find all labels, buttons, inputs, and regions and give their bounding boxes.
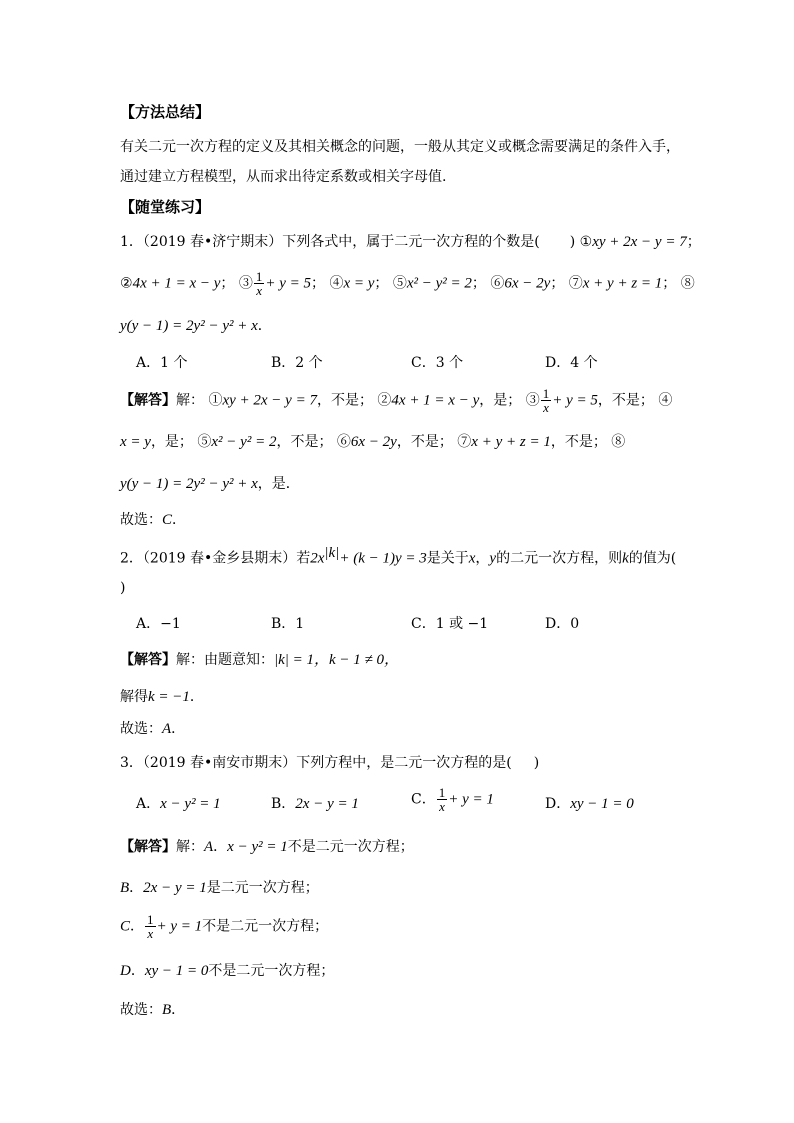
q1-line1 (120, 231, 701, 251)
q1-end: ． (257, 318, 272, 334)
q3-answer-d (120, 960, 334, 980)
q1-e7-mark: ⑦ (568, 275, 583, 292)
q3-c-rest: + y = 1 (156, 918, 203, 935)
q3-a-verdict: 不是二元一次方程； (287, 839, 414, 855)
q1-e2-mark: ② (120, 275, 133, 292)
q1-e3-mark: ③ (238, 275, 253, 292)
q2-comma: ， (475, 550, 490, 567)
q3-option-b (271, 793, 359, 813)
q1-e1-math: xy + 2x − y = 7 (592, 234, 687, 250)
q3-a-sep: ． (213, 839, 228, 855)
q1-a8-mark: ⑧ (611, 434, 626, 450)
q1-choose-period: ． (172, 512, 187, 528)
q2-option-d: D．0 (545, 616, 580, 632)
q3-option-a-label: A． (136, 796, 161, 812)
q1-a5-verdict: ，不是； (276, 434, 333, 450)
q1-a1-math: xy + 2x − y = 7 (222, 392, 317, 409)
q2-answer-text: 解：由题意知： (176, 652, 274, 668)
q3-option-b-math: 2x − y = 1 (295, 796, 359, 812)
q3-c-sep: ． (130, 918, 145, 935)
q2-var-k: k (622, 550, 629, 567)
q1-e6-mark: ⑥ (490, 275, 505, 292)
q1-a6-math: 6x − 2y (350, 434, 397, 450)
q2-solve-period: ． (189, 689, 204, 705)
q3-choose: 故选： (120, 1002, 162, 1018)
q2-eq-sup: |k| (324, 545, 340, 561)
q3-b-verdict: 是二元一次方程； (206, 880, 319, 896)
q2-choose-period: ． (171, 721, 186, 737)
q1-e3-num: 1 (255, 269, 263, 284)
q2-choose-value: A (162, 721, 172, 737)
q3-option-c-den: x (439, 799, 445, 814)
q1-answer-line2 (120, 431, 625, 451)
q1-a4-mark: ④ (658, 392, 673, 409)
q2-option-c: C．1 或 −1 (411, 616, 489, 632)
q2-condition: |k| = 1，k − 1 ≠ 0， (274, 652, 400, 668)
q3-option-d-label: D． (545, 796, 571, 812)
q3-d-math: xy − 1 = 0 (144, 963, 209, 979)
q1-e3-fraction (254, 270, 265, 297)
q1-a2-verdict: ，是； (479, 392, 522, 409)
q1-e5-math: x² − y² = 2 (406, 275, 472, 292)
q2-answer-label: 【解答】 (120, 652, 176, 668)
q1-e7-math: x + y + z = 1 (582, 275, 663, 292)
q3-option-d-math: xy − 1 = 0 (570, 796, 634, 812)
q1-e4-mark: ④ (329, 275, 344, 292)
q2-var-y: y (489, 550, 497, 567)
q1-sep: ； (471, 275, 486, 292)
q3-answer-lead: 解： (176, 839, 204, 855)
q2-mid2: 的二元一次方程，则 (496, 550, 623, 567)
q1-a5-mark: ⑤ (197, 434, 212, 450)
practice-heading: 【随堂练习】 (120, 198, 211, 216)
q1-a8-math: y(y − 1) = 2y² − y² + x (120, 476, 258, 492)
q1-e8-math: y(y − 1) = 2y² − y² + x (120, 318, 258, 334)
q2-mid: 是关于 (426, 550, 469, 567)
q3-option-c-fraction (437, 786, 448, 813)
q2-solve-math: k = −1 (148, 689, 190, 705)
q3-option-c-num: 1 (438, 785, 446, 800)
q1-a3-den: x (543, 400, 549, 415)
q1-sep: ； (311, 275, 326, 292)
q1-e3-den: x (256, 283, 262, 298)
q1-suffix: ) (569, 234, 576, 250)
q1-a5-math: x² − y² = 2 (211, 434, 277, 450)
q3-c-fraction (145, 913, 156, 940)
q2-eq-rest: + (k − 1)y = 3 (339, 550, 427, 567)
q1-a3-verdict: ，不是； (597, 392, 654, 409)
q1-a3-num: 1 (542, 386, 550, 401)
q1-choose-line (120, 509, 186, 529)
q2-var-x: x (468, 550, 476, 567)
q3-choose-period: ． (171, 1002, 186, 1018)
q1-a7-verdict: ，不是； (550, 434, 607, 450)
q3-line1 (120, 752, 539, 772)
q2-choose-line (120, 718, 185, 738)
q1-answer-line3 (120, 473, 300, 493)
q1-sep: ； (550, 275, 565, 292)
q1-answer-line1 (120, 387, 672, 414)
q1-line3 (120, 315, 272, 335)
q1-a4-verdict: ，是； (150, 434, 193, 450)
q1-a6-verdict: ，不是； (396, 434, 453, 450)
q1-a7-mark: ⑦ (457, 434, 472, 450)
q1-option-c: C．3 个 (411, 355, 464, 371)
q3-d-verdict: 不是二元一次方程； (208, 963, 335, 979)
q1-a3-rest: + y = 5 (552, 392, 598, 409)
method-text-line1: 有关二元一次方程的定义及其相关概念的问题，一般从其定义或概念需要满足的条件入手， (120, 139, 680, 155)
q1-line2 (120, 270, 695, 297)
q3-option-a-math: x − y² = 1 (160, 796, 221, 812)
q1-sep: ； (220, 275, 235, 292)
q3-b-math: 2x − y = 1 (143, 880, 207, 896)
q3-answer-c (120, 913, 328, 940)
q1-a1-verdict: ，不是； (316, 392, 373, 409)
q3-option-d (545, 793, 634, 813)
q3-c-den: x (147, 926, 154, 941)
q1-e8-mark: ⑧ (680, 275, 695, 292)
q3-choose-value: B (162, 1002, 172, 1018)
q1-e6-math: 6x − 2y (504, 275, 551, 292)
q1-option-b: B．2 个 (271, 355, 323, 371)
q3-b-letter: B (120, 880, 130, 896)
q1-e2-math: 4x + 1 = x − y (132, 275, 221, 292)
q3-c-num: 1 (147, 912, 154, 927)
q1-a8-verdict: ，是． (257, 476, 300, 492)
q1-a3-fraction (541, 387, 552, 414)
q1-a2-math: 4x + 1 = x − y (391, 392, 480, 409)
q3-c-letter: C (120, 918, 131, 935)
q1-e1-mark: ① (579, 234, 593, 250)
q2-choose: 故选： (120, 721, 162, 737)
q1-sep: ； (374, 275, 389, 292)
q3-choose-line (120, 999, 185, 1019)
method-heading: 【方法总结】 (120, 103, 211, 121)
q3-d-sep: ． (130, 963, 145, 979)
q3-a-letter: A (204, 839, 214, 855)
q2-solve: 解得 (120, 689, 148, 705)
q1-e4-math: x = y (343, 275, 375, 292)
q2-option-a: A．−1 (136, 616, 181, 632)
q3-option-b-label: B． (271, 796, 296, 812)
q2-option-b: B．1 (271, 616, 305, 632)
q3-a-math: x − y² = 1 (227, 839, 288, 855)
q3-option-c-label: C． (411, 791, 436, 808)
q1-option-d: D．4 个 (545, 355, 598, 371)
q2-eq: 2x (310, 550, 325, 567)
q3-answer-b (120, 877, 319, 897)
q3-option-c-rest: + y = 1 (448, 791, 494, 808)
q1-sep: ； (662, 275, 677, 292)
q1-a2-mark: ② (377, 392, 392, 409)
q1-a6-mark: ⑥ (336, 434, 351, 450)
q2-line2: ) (120, 580, 126, 596)
q1-prefix: 1．（2019 春•济宁期末）下列各式中，属于二元一次方程的个数是( (120, 234, 540, 250)
q1-answer-lead: 解： (176, 392, 204, 409)
q2-tail: 的值为( (628, 550, 677, 567)
q2-answer-line1 (120, 648, 399, 669)
q1-choose: 故选： (120, 512, 162, 528)
q1-choose-value: C (162, 512, 173, 528)
q1-sep: ； (686, 234, 701, 250)
q3-option-c (411, 786, 494, 813)
q1-e5-mark: ⑤ (392, 275, 407, 292)
q2-line1 (120, 545, 676, 568)
q1-answer-label: 【解答】 (120, 392, 176, 409)
q1-a4-math: x = y (120, 434, 151, 450)
q1-e3-rest: + y = 5 (265, 275, 312, 292)
q3-d-letter: D (120, 963, 131, 979)
q3-c-verdict: 不是二元一次方程； (202, 918, 329, 935)
q1-a1-mark: ① (208, 392, 223, 409)
q3-answer-label: 【解答】 (120, 839, 176, 855)
q1-option-a: A．1 个 (136, 355, 188, 371)
q1-a3-mark: ③ (525, 392, 540, 409)
q2-prefix: 2．（2019 春•金乡县期末）若 (120, 550, 311, 567)
q1-a7-math: x + y + z = 1 (471, 434, 551, 450)
q3-prefix: 3．（2019 春•南安市期末）下列方程中，是二元一次方程的是( (120, 755, 512, 771)
q3-b-sep: ． (129, 880, 144, 896)
q3-option-a (136, 793, 221, 813)
q3-answer-a (120, 836, 414, 856)
q3-close: ) (533, 755, 540, 771)
q2-answer-line2 (120, 686, 204, 706)
method-text-line2: 通过建立方程模型，从而求出待定系数或相关字母值. (120, 169, 447, 185)
